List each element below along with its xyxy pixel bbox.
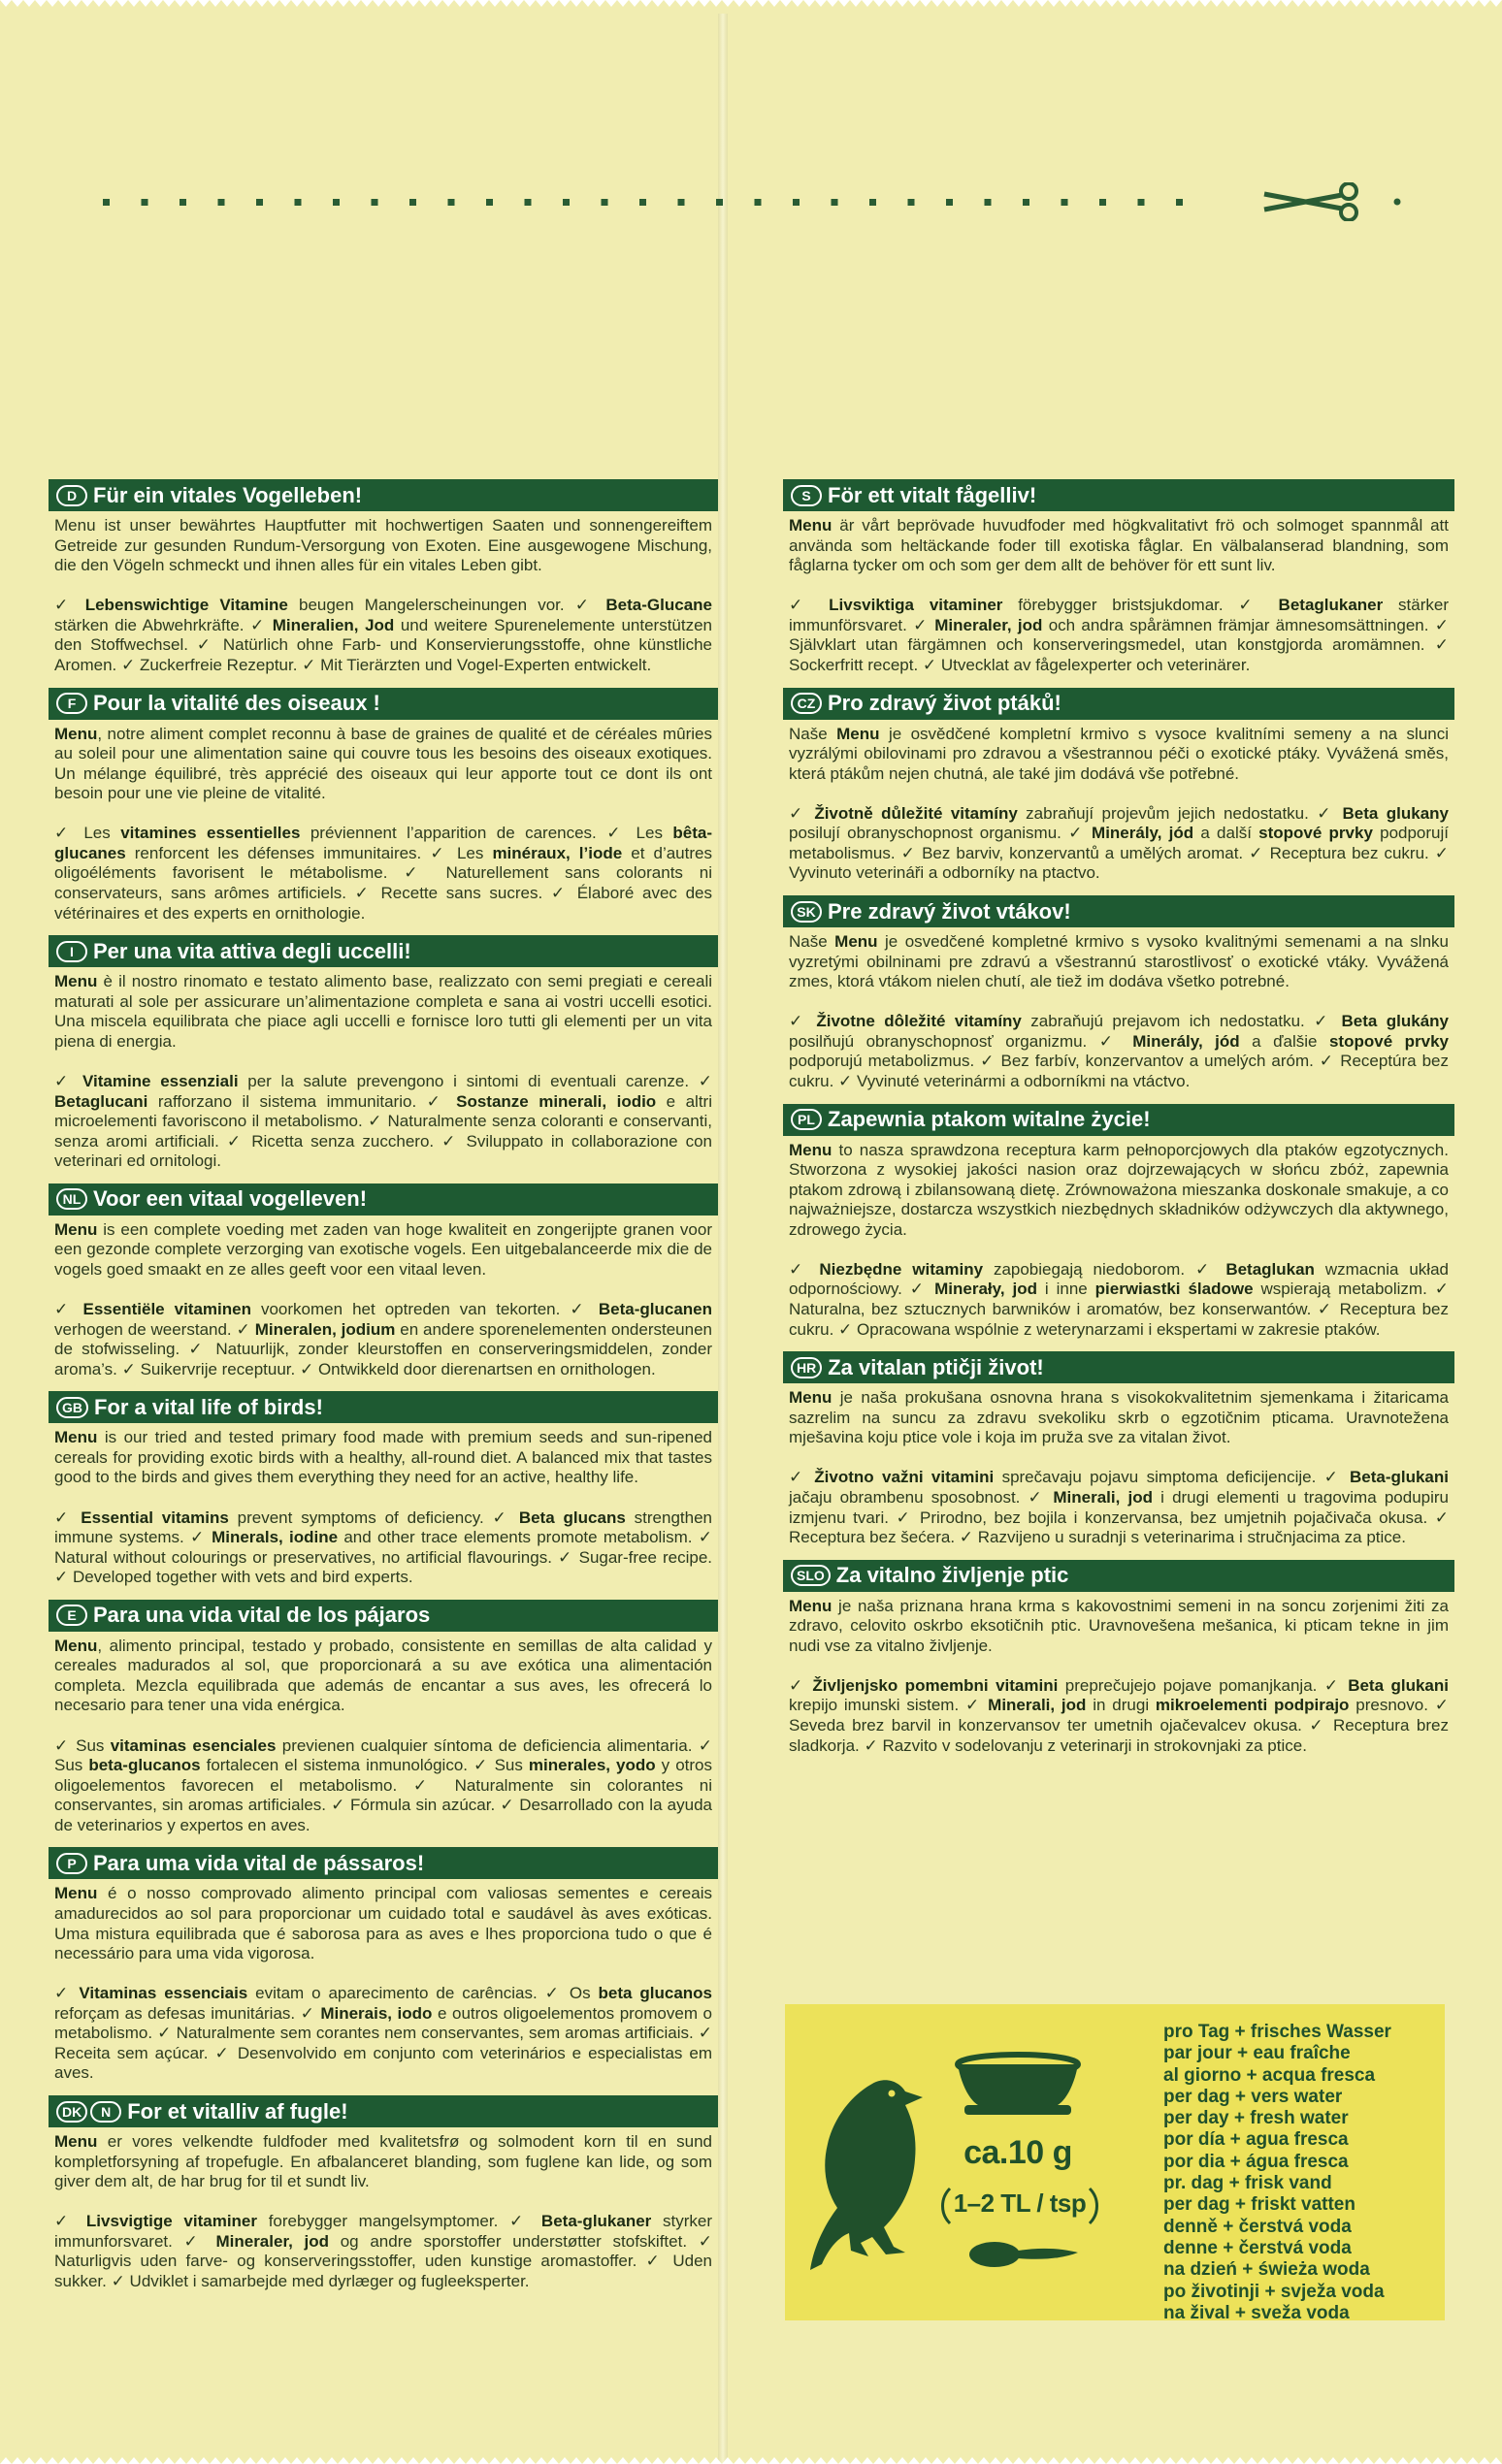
- highlight-text: Menu: [54, 1219, 98, 1239]
- body-text: je osvedčené kompletné krmivo s vysoko kvalitnými semenami a na slnku vyzretými obilninami pre zdravú a všestrannú starostlivosť o exotické vtáky. Vyvážená zmes, ktorá vtákom nielen chutí, ale tiež im dodáva všetko potrebné.: [789, 932, 1449, 991]
- body-text: posilňujú obranyschopnosť organizmu. ✓: [789, 1031, 1133, 1051]
- body-text: fortalecen el sistema inmunológico. ✓ Sus: [200, 1756, 529, 1775]
- scissors-icon: [1264, 183, 1356, 220]
- section-title: Pre zdravý život vtákov!: [828, 898, 1071, 924]
- language-code-badge: NL: [56, 1188, 87, 1210]
- dose-line: denně + čerstvá voda: [1163, 2216, 1352, 2237]
- body-text: ✓: [54, 1984, 80, 2003]
- highlight-text: Minerali, jod: [988, 1696, 1087, 1715]
- body-text: ✓: [54, 2212, 86, 2231]
- bag-seam: [718, 0, 728, 2464]
- dosage-panel: [785, 2004, 1445, 2320]
- language-section: [783, 1104, 1454, 1341]
- body-text: , alimento principal, testado y probado, consistente en semillas de alta calidad y cereales madurados al sol, que proporcionará a su ave exótica una alimentación completa. Mezcla equilibrada que además de encantar a sus aves, les ofrecerá lo necesario para tener una vida enérgica.: [54, 1636, 712, 1715]
- highlight-text: Življenjsko pomembni vitamini: [812, 1675, 1059, 1695]
- section-body: [49, 972, 718, 1172]
- body-text: beugen Mangelerscheinungen vor. ✓: [287, 596, 606, 615]
- body-text: jačaju obrambenu sposobnost. ✓: [789, 1487, 1054, 1507]
- body-text: préviennent l’apparition de carences. ✓ Les: [300, 824, 673, 843]
- cut-dot: [448, 199, 455, 206]
- language-code-badge: S: [791, 485, 822, 506]
- body-text: ✓: [789, 1259, 820, 1279]
- highlight-text: Beta glukani: [1348, 1675, 1449, 1695]
- body-text: er vores velkendte fuldfoder med kvalitetsfrø og solmodent korn til en sund kompletforsyning af tropefugle. En afbalanceret blanding, som fuglene kan lide, og som giver dem alt, de har brug for til et sundt liv.: [54, 2132, 712, 2191]
- body-text: , notre aliment complet reconnu à base de graines de qualité et de céréales mûries au soleil pour une alimentation saine qui couvre tous les besoins des oiseaux exotiques. Un mélange équilibré, très apprécié des oiseaux qui leur apporte tout ce dont ils ont besoin pour une vie pleine de vitalité.: [54, 724, 712, 803]
- highlight-text: stopové prvky: [1258, 824, 1373, 843]
- section-title: Pour la vitalité des oiseaux !: [93, 691, 380, 715]
- dose-line: por día + agua fresca: [1163, 2129, 1349, 2151]
- dose-amount: ca.10 g: [963, 2134, 1072, 2171]
- body-text: ✓: [789, 1675, 813, 1695]
- body-text: in drugi: [1086, 1696, 1156, 1715]
- section-body: [783, 1597, 1454, 1757]
- section-header: [49, 2095, 718, 2127]
- highlight-text: Menu: [54, 972, 98, 991]
- body-text: ✓: [54, 1300, 83, 1318]
- cut-dot: [793, 199, 800, 206]
- highlight-text: Livsvigtige vitaminer: [85, 2212, 258, 2231]
- cut-dot: [1138, 199, 1145, 206]
- body-text: e altri microelementi favoriscono il metabolismo. ✓ Naturalmente senza coloranti e conservanti, senza aromi artificiali. ✓ Ricetta senza zucchero. ✓ Sviluppato in collaborazione con veterinari ed ornitologi.: [54, 1091, 712, 1171]
- dose-line: per day + fresh water: [1163, 2108, 1349, 2129]
- highlight-text: Mineralen, jodium: [254, 1319, 396, 1339]
- section-title: Para uma vida vital de pássaros!: [93, 1850, 425, 1875]
- section-body: [49, 725, 718, 924]
- body-text: podporujú metabolizmus. ✓ Bez farbív, konzervantov a umelých aróm. ✓ Receptúra bez cukru. ✓ Vyvinuté veterinármi a odborníkmi na vtáctvo.: [789, 1052, 1449, 1090]
- highlight-text: mikroelementi podpirajo: [1155, 1696, 1350, 1715]
- cut-dot: [678, 199, 685, 206]
- language-section: [783, 895, 1454, 1092]
- language-code-badge: F: [56, 693, 87, 714]
- highlight-text: Beta-glukani: [1349, 1468, 1449, 1487]
- dose-line: par jour + eau fraîche: [1163, 2043, 1351, 2064]
- cut-dot: [525, 199, 532, 206]
- body-text: i drugi elementi u tragovima podupiru izmjenu tvari. ✓ Prirodno, bez bojila i konzervansa, bez umjetnih pojačivača okusa. ✓ Receptura bez šećera. ✓ Razvijeno u suradnji s veterinarima i stručnjacima za ptice.: [789, 1487, 1449, 1547]
- cut-dot: [1061, 199, 1068, 206]
- highlight-text: Betaglucani: [54, 1091, 148, 1111]
- cut-dot: [218, 199, 225, 206]
- body-text: voorkomen het optreden van tekorten. ✓: [250, 1300, 599, 1318]
- highlight-text: Minerais, iodo: [320, 2003, 433, 2023]
- body-text: og andre sporstoffer understøtter stofskiftet. ✓ Naturligvis uden farve- og konserveringsstoffer, uden kunstige aromastoffer. ✓ Uden sukker. ✓ Udviklet i samarbejde med dyrlæger og fugleeksperter.: [54, 2231, 712, 2290]
- cut-dot: [563, 199, 570, 206]
- highlight-text: beta-glucanos: [88, 1756, 201, 1775]
- highlight-text: Menu: [54, 1428, 98, 1447]
- language-code-badge: PL: [791, 1109, 822, 1130]
- cut-dot: [832, 199, 838, 206]
- highlight-text: Mineralien, Jod: [272, 615, 395, 634]
- section-body: [49, 1220, 718, 1380]
- body-text: et d’autres oligoéléments favorisent le métabolisme. ✓ Naturellement sans colorants ni conservateurs, sans arômes artificiels. ✓ Recette sans sucres. ✓ Élaboré avec des vétérinaires et des experts en ornithologie.: [54, 843, 712, 923]
- cut-dot: [755, 199, 762, 206]
- highlight-text: Menu: [789, 516, 833, 535]
- dose-line: per dag + vers water: [1163, 2086, 1343, 2107]
- cut-dot: [1176, 199, 1183, 206]
- dose-line: na žival + sveža voda: [1163, 2302, 1350, 2320]
- section-header: [49, 1600, 718, 1632]
- cut-dot: [409, 199, 416, 206]
- highlight-text: Menu: [789, 1596, 833, 1615]
- body-text: to nasza sprawdzona receptura karm pełnoporcjowych dla ptaków egzotycznych. Stworzona z wysokiej jakości nasion oraz dojrzewających w słońcu zbóż, zapewnia ptakom zdrową i zbilansowaną dietę. Zrównoważona mieszanka doskonale smakuje, a co najważniejsze, dostarcza wszystkich niezbędnych składników odżywczych dla aktywnego, zdrowego życia.: [789, 1140, 1449, 1239]
- section-body: [49, 516, 718, 676]
- body-text: je osvědčené kompletní krmivo s vysoce kvalitními semeny a na slunci vyzrálými obilovinami pro zdravou a všestrannou péči o exotické ptáky. Vyvážená směs, která ptákům nejen chutná, ale také jim dodává vše potřebné.: [789, 724, 1449, 783]
- section-header: [783, 1104, 1454, 1136]
- highlight-text: Minerali, jod: [1053, 1487, 1153, 1507]
- language-code-badge: SK: [791, 901, 822, 923]
- cut-dot: [103, 199, 110, 206]
- section-header: [49, 479, 718, 511]
- section-title: Za vitalan ptičji život!: [828, 1354, 1044, 1379]
- section-body: [783, 725, 1454, 885]
- language-code-badge: N: [90, 2101, 121, 2123]
- cut-dot: [908, 199, 915, 206]
- body-text: renforcent les défenses immunitaires. ✓ Les: [125, 843, 493, 862]
- body-text: and other trace elements promote metabolism. ✓ Natural without colourings or preservatives, no artificial flavourings. ✓ Sugar-free recipe. ✓ Developed together with vets and bird experts.: [54, 1528, 712, 1587]
- highlight-text: Sostanze minerali, iodio: [456, 1091, 657, 1111]
- language-section: [49, 1183, 718, 1380]
- highlight-text: Mineraler, jod: [215, 2231, 330, 2251]
- body-text: e outros oligoelementos promovem o metabolismo. ✓ Naturalmente sem corantes nem conservantes, sem aromas artificiais. ✓ Receita sem açúcar. ✓ Desenvolvido em conjunto com veterinários e especialistas em aves.: [54, 2003, 712, 2083]
- body-text: stärker immunförsvaret. ✓: [789, 596, 1450, 634]
- right-column: [783, 479, 1454, 1767]
- highlight-text: Livsviktiga vitaminer: [829, 596, 1003, 615]
- section-title: Za vitalno življenje ptic: [835, 1563, 1069, 1588]
- body-text: ✓: [54, 1071, 82, 1090]
- highlight-text: stopové prvky: [1328, 1031, 1449, 1051]
- cut-dot: [295, 199, 302, 206]
- body-text: reforçam as defesas imunitárias. ✓: [54, 2003, 321, 2023]
- body-text: prevent symptoms of deficiency. ✓: [228, 1508, 519, 1527]
- language-section: [49, 688, 718, 924]
- language-code-badge: P: [56, 1853, 87, 1874]
- highlight-text: Menu: [789, 1388, 833, 1408]
- section-body: [49, 2132, 718, 2292]
- body-text: zapobiegają niedoborom. ✓: [983, 1259, 1226, 1279]
- language-section: [783, 479, 1454, 676]
- body-text: Menu: [54, 516, 96, 535]
- language-code-badge: HR: [791, 1357, 822, 1378]
- language-code-badge: CZ: [791, 693, 822, 714]
- highlight-text: Menu: [54, 1636, 98, 1655]
- cut-dot: [602, 199, 608, 206]
- dose-water-list: [1163, 2022, 1440, 2320]
- dose-line: pro Tag + frisches Wasser: [1163, 2022, 1391, 2042]
- section-body: [783, 1388, 1454, 1548]
- body-text: sprečavaju pojavu simptoma deficijencije. ✓: [994, 1468, 1350, 1487]
- highlight-text: Menu: [789, 1140, 833, 1159]
- cut-dot: [180, 199, 186, 206]
- body-text: ✓: [789, 803, 815, 823]
- body-text: je naša prokušana osnovna hrana s visokokvalitetnim sjemenkama i žitaricama sazrelim na suncu za zdravu svekoliku skrb o egzotičnim pticama. Uravnotežena mješavina koju ptice vole i koja im pruža sve za vitalan život.: [789, 1388, 1449, 1447]
- language-section: [783, 1351, 1454, 1548]
- body-text: ist unser bewährtes Hauptfutter mit hochwertigen Saaten und sonnengereiftem Getreide zur gesunden Rundum-Versorgung von Exoten. Eine ausgewogene Mischung, die den Vögeln schmeckt und ihnen alles für ein vitales Leben gibt.: [54, 516, 712, 575]
- highlight-text: Menu: [54, 724, 98, 743]
- highlight-text: Menu: [834, 932, 878, 951]
- body-text: ✓ Sus: [54, 1735, 111, 1755]
- highlight-text: Menu: [54, 1884, 98, 1903]
- bird-icon: [804, 2066, 935, 2280]
- section-title: Per una vita attiva degli uccelli!: [93, 938, 411, 963]
- dose-line: al giorno + acqua fresca: [1163, 2064, 1376, 2086]
- dose-line: pr. dag + frisk vand: [1163, 2173, 1332, 2194]
- cut-dot: [639, 199, 646, 206]
- left-column: [49, 479, 718, 2304]
- language-code-badge: I: [56, 941, 87, 962]
- body-text: a ďalšie: [1239, 1031, 1329, 1051]
- highlight-text: Beta glucans: [518, 1508, 626, 1527]
- cut-dot: [333, 199, 340, 206]
- language-section: [783, 688, 1454, 885]
- body-text: ✓: [54, 1508, 82, 1527]
- cut-dot: [869, 199, 876, 206]
- language-section: [49, 1391, 718, 1588]
- highlight-text: vitaminas esenciales: [110, 1735, 277, 1755]
- highlight-text: Menu: [54, 2132, 98, 2151]
- highlight-text: Beta-glucanen: [598, 1300, 712, 1318]
- body-text: y otros oligoelementos favorecen el metabolismo. ✓ Naturalmente sin colorantes ni conservantes, sin aromas artificiales. ✓ Fórmula sin azúcar. ✓ Desarrollado con la ayuda de veterinarios y expertos en aves.: [54, 1756, 712, 1834]
- body-text: per la salute prevengono i sintomi di eventuali carenze. ✓: [238, 1071, 712, 1090]
- cut-line: [97, 182, 1407, 221]
- cut-dot: [1023, 199, 1029, 206]
- body-text: previenen cualquier síntoma de deficiencia alimentaria. ✓ Sus: [54, 1735, 712, 1775]
- section-title: Zapewnia ptakom witalne życie!: [828, 1107, 1151, 1131]
- language-code-badge: E: [56, 1605, 87, 1626]
- body-text: wzmacnia układ odpornościowy. ✓: [789, 1259, 1449, 1299]
- body-text: ✓ Les: [54, 824, 121, 843]
- section-body: [49, 1884, 718, 2084]
- body-text: ✓: [789, 1012, 817, 1031]
- section-body: [49, 1428, 718, 1588]
- body-text: evitam o aparecimento de carências. ✓ Os: [247, 1984, 599, 2003]
- body-text: Naše: [789, 724, 837, 743]
- highlight-text: Lebenswichtige Vitamine: [84, 596, 288, 615]
- body-text: strengthen immune systems. ✓: [54, 1508, 713, 1547]
- body-text: posilují obranyschopnost organismu. ✓: [789, 824, 1093, 843]
- language-section: [49, 1847, 718, 2084]
- highlight-text: Životno važni vitamini: [814, 1468, 995, 1487]
- highlight-text: Essential vitamins: [81, 1508, 229, 1527]
- highlight-text: Beta glukány: [1341, 1012, 1450, 1031]
- highlight-text: Minerals, iodine: [212, 1528, 339, 1547]
- section-title: Für ein vitales Vogelleben!: [93, 482, 363, 507]
- language-section: [49, 479, 718, 676]
- body-text: en andere sporenelementen ondersteunen de stofwisseling. ✓ Natuurlijk, zonder kleurstoffen en conserveringsmiddelen, zonder aroma’s. ✓ Suikervrije receptuur. ✓ Ontwikkeld door dierenartsen en ornithologen.: [54, 1319, 712, 1378]
- section-body: [783, 1141, 1454, 1341]
- highlight-text: Betaglukan: [1225, 1259, 1315, 1279]
- section-title: For a vital life of birds!: [94, 1394, 323, 1419]
- bottom-crimp-edge: [0, 2450, 1502, 2464]
- section-body: [49, 1637, 718, 1836]
- section-header: [783, 688, 1454, 720]
- body-text: förebygger bristsjukdomar. ✓: [1002, 596, 1279, 615]
- body-text: zabraňujú prejavom ich nedostatku. ✓: [1021, 1012, 1342, 1031]
- highlight-text: bêta-glucanes: [54, 824, 713, 862]
- section-header: [783, 895, 1454, 927]
- highlight-text: Essentiële vitaminen: [82, 1300, 251, 1318]
- highlight-text: Životne dôležité vitamíny: [816, 1012, 1022, 1031]
- section-header: [49, 935, 718, 967]
- cut-dot: [985, 199, 992, 206]
- highlight-text: Beta-glukaner: [540, 2212, 652, 2231]
- dose-line: per dag + friskt vatten: [1163, 2194, 1355, 2216]
- cut-dot: [256, 199, 263, 206]
- cut-dot: [372, 199, 378, 206]
- body-text: is our tried and tested primary food made with premium seeds and sun-ripened cereals for providing exotic birds with a healthy, all-round diet. A balanced mix that tastes good to the birds and gives them everything they need for an active, healthy life.: [54, 1428, 712, 1487]
- language-code-badge: GB: [56, 1397, 88, 1418]
- highlight-text: Minerály, jód: [1092, 824, 1194, 843]
- body-text: krepijo imunski sistem. ✓: [789, 1696, 989, 1715]
- dose-line: po životinji + svježa voda: [1163, 2281, 1385, 2302]
- body-text: är vårt beprövade huvudfoder med högkvalitativt frö och solmoget spannmål att använda som heltäckande foder till exotiska fåglar. En välbalanserad blandning, som fåglarna tycker om och som ger dem allt de behöver för ett sunt liv.: [789, 516, 1449, 575]
- section-header: [783, 1351, 1454, 1383]
- highlight-text: minéraux, l’iode: [492, 843, 623, 862]
- language-code-badge: D: [56, 485, 87, 506]
- language-section: [49, 1600, 718, 1836]
- cut-dot: [716, 199, 723, 206]
- section-header: [783, 479, 1454, 511]
- cut-dot: [946, 199, 953, 206]
- body-text: i inne: [1036, 1280, 1095, 1299]
- language-section: [783, 1560, 1454, 1757]
- body-text: ✓: [54, 596, 85, 615]
- section-header: [49, 688, 718, 720]
- section-title: For et vitalliv af fugle!: [127, 2098, 348, 2124]
- body-text: und weitere Spurenelemente unterstützen den Stoffwechsel. ✓ Natürlich ohne Farb- und Konservierungsstoffe, ohne künstliche Aromen. ✓ Zuckerfreie Rezeptur. ✓ Mit Tierärzten und Vogel-Experten entwickelt.: [54, 615, 713, 674]
- section-header: [49, 1847, 718, 1879]
- body-text: rafforzano il sistema immunitario. ✓: [147, 1091, 457, 1111]
- body-text: styrker immunforsvaret. ✓: [54, 2212, 712, 2251]
- dose-spoon-text: 1–2 TL / tsp: [953, 2188, 1087, 2218]
- bowl-icon: [945, 2051, 1091, 2119]
- dose-line: na dzień + świeża woda: [1163, 2259, 1370, 2281]
- highlight-text: Beta glukany: [1342, 803, 1450, 823]
- highlight-text: vitamines essentielles: [120, 824, 301, 843]
- body-text: preprečujejo pojave pomanjkanja. ✓: [1058, 1675, 1349, 1695]
- highlight-text: Menu: [836, 724, 880, 743]
- language-section: [49, 2095, 718, 2292]
- language-code-badge: DK: [56, 2101, 87, 2123]
- language-code-badge: SLO: [791, 1565, 831, 1586]
- highlight-text: pierwiastki śladowe: [1094, 1280, 1254, 1299]
- language-section: [49, 935, 718, 1172]
- body-text: wspierają metabolizm. ✓ Naturalna, bez sztucznych barwników i aromatów, bez konserwantów. ✓ Receptura bez cukru. ✓ Opracowana wspólnie z weterynarzami i ekspertami w zakresie ptaków.: [789, 1280, 1449, 1339]
- body-text: stärken die Abwehrkräfte. ✓: [54, 615, 273, 634]
- cut-dot: [1099, 199, 1106, 206]
- dose-line: denne + čerstvá voda: [1163, 2237, 1352, 2258]
- body-text: och andra spårämnen främjar ämnesomsättningen. ✓ Självklart utan färgämnen och konserveringsmedel, utan konstgjorda aromämnen. ✓ Sockerfritt recept. ✓ Utvecklat av fågelexperter och veterinärer.: [789, 615, 1450, 674]
- body-text: a další: [1193, 824, 1259, 843]
- highlight-text: Minerały, jod: [934, 1280, 1037, 1299]
- body-text: verhogen de weerstand. ✓: [54, 1319, 255, 1339]
- body-text: is een complete voeding met zaden van hoge kwaliteit en zongerijpte granen voor een gezonde complete verzorging van exotische vogels. Een uitgebalanceerde mix die de vogels goed smaakt en ze alles geeft voor een vitaal leven.: [54, 1219, 712, 1279]
- highlight-text: Betaglukaner: [1278, 596, 1384, 615]
- cut-dot: [142, 199, 148, 206]
- body-text: presnovo. ✓ Seveda brez barvil in konzervansov ter umetnih ojačevalcev okusa. ✓ Receptura brez sladkorja. ✓ Razvito v sodelovanju z veterinarji in strokovnjaki za ptice.: [789, 1696, 1449, 1755]
- highlight-text: Minerály, jód: [1132, 1031, 1240, 1051]
- highlight-text: Niezbędne witaminy: [819, 1259, 984, 1279]
- highlight-text: Vitaminas essenciais: [79, 1984, 248, 2003]
- highlight-text: Životně důležité vitamíny: [814, 803, 1018, 823]
- highlight-text: beta glucanos: [598, 1984, 712, 2003]
- highlight-text: Beta-Glucane: [605, 596, 712, 615]
- section-title: För ett vitalt fågelliv!: [828, 482, 1037, 507]
- dose-line: por dia + água fresca: [1163, 2151, 1349, 2172]
- section-header: [783, 1560, 1454, 1592]
- section-body: [783, 932, 1454, 1092]
- body-text: Naše: [789, 932, 835, 951]
- cut-dot: [486, 199, 493, 206]
- top-crimp-edge: [0, 0, 1502, 14]
- body-text: zabraňují projevům jejich nedostatku. ✓: [1017, 803, 1343, 823]
- highlight-text: Vitamine essenziali: [82, 1071, 239, 1090]
- body-text: ✓: [789, 1468, 815, 1487]
- body-text: je naša priznana hrana krma s kakovostnimi semeni in na soncu zorjenimi žiti za zdravo, celovito oskrbo eksotičnih ptic. Uravnovešena mešanica, ki pticam tekne in jim nudi vse za vitalno življenje.: [789, 1596, 1449, 1655]
- section-header: [49, 1391, 718, 1423]
- section-title: Pro zdravý život ptáků!: [828, 691, 1061, 715]
- section-title: Para una vida vital de los pájaros: [93, 1603, 431, 1628]
- body-text: podporují metabolismus. ✓ Bez barviv, konzervantů a umělých aromat. ✓ Receptura bez cukru. ✓ Vyvinuto veterináři a odborníky na ptactvo.: [789, 824, 1449, 883]
- spoon-icon: [965, 2237, 1082, 2272]
- body-text: é o nosso comprovado alimento principal com valiosas sementes e cereais amadurecidos ao sol para proporcionar um cuidado total e saudável às aves exóticas. Uma mistura equilibrada que é saborosa para as aves e lhes proporciona tudo o que é necessário para uma vida vigorosa.: [54, 1884, 712, 1963]
- body-text: è il nostro rinomato e testato alimento base, realizzato con semi pregiati e cereali maturati al sole per assicurare un’alimentazione completa e sana ai vostri uccelli esotici. Una miscela equilibrata che piace agli uccelli e fornisce loro tutti gli elementi per un vita piena di energia.: [54, 972, 712, 1051]
- section-title: Voor een vitaal vogelleven!: [93, 1186, 368, 1212]
- section-body: [783, 516, 1454, 676]
- highlight-text: Mineraler, jod: [934, 615, 1043, 634]
- body-text: forebygger mangelsymptomer. ✓: [257, 2212, 541, 2231]
- highlight-text: minerales, yodo: [528, 1756, 656, 1775]
- section-header: [49, 1183, 718, 1216]
- body-text: ✓: [789, 596, 830, 615]
